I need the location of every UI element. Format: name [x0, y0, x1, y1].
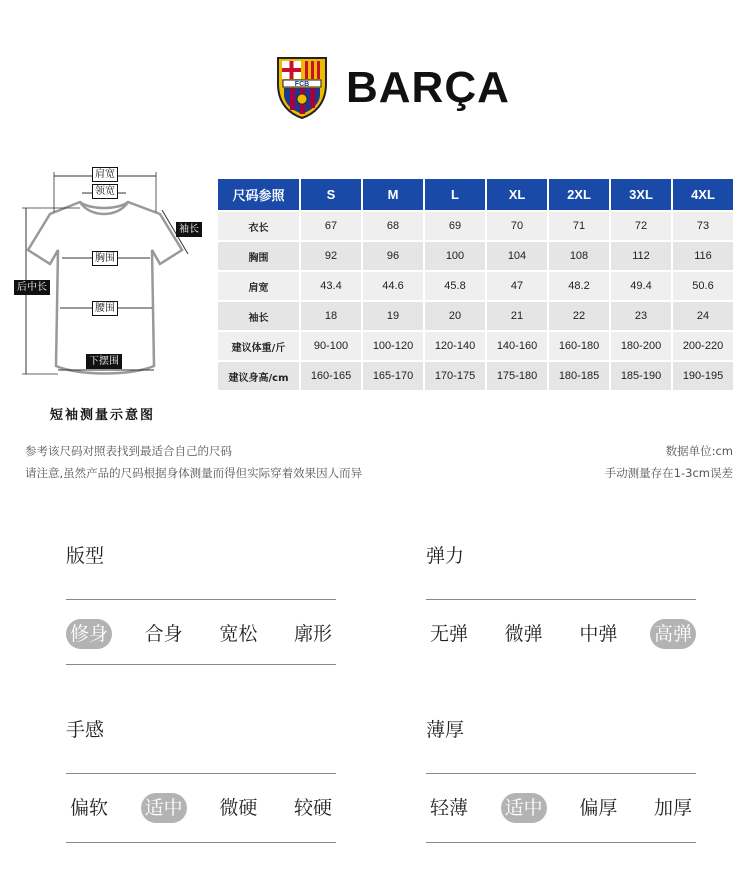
- table-cell: 44.6: [362, 271, 424, 301]
- table-cell: 71: [548, 211, 610, 241]
- table-cell: 24: [672, 301, 734, 331]
- divider: [426, 599, 696, 600]
- size-header-label: 尺码参照: [218, 179, 300, 211]
- table-cell: 100: [424, 241, 486, 271]
- table-cell: 20: [424, 301, 486, 331]
- crest-text: FCB: [294, 81, 310, 88]
- table-cell: 92: [300, 241, 362, 271]
- divider: [66, 842, 336, 843]
- option: 加厚: [653, 797, 692, 819]
- diagram-label-shoulder: 肩宽: [92, 167, 118, 182]
- table-row: [218, 301, 734, 331]
- option-selected: 高弹: [650, 619, 696, 649]
- table-cell: 90-100: [300, 331, 362, 361]
- table-row: [218, 361, 734, 390]
- table-cell: 165-170: [362, 361, 424, 390]
- size-header-cell: S: [300, 179, 362, 211]
- attribute-fit: [66, 543, 336, 645]
- table-row: [218, 271, 734, 301]
- diagram-label-chest: 胸围: [92, 251, 118, 266]
- size-header-cell: XL: [486, 179, 548, 211]
- table-cell: 22: [548, 301, 610, 331]
- row-label: 建议身高/cm: [218, 361, 300, 390]
- option: 廓形: [293, 623, 332, 645]
- table-cell: 140-160: [486, 331, 548, 361]
- note-unit: 数据单位:cm: [665, 444, 733, 458]
- diagram-label-sleeve: 袖长: [176, 222, 202, 237]
- diagram-label-hem: 下摆围: [86, 354, 122, 369]
- table-cell: 68: [362, 211, 424, 241]
- table-cell: 70: [486, 211, 548, 241]
- row-label: 袖长: [218, 301, 300, 331]
- diagram-label-waist: 腰围: [92, 301, 118, 316]
- attribute-thickness: [426, 717, 696, 819]
- table-cell: 49.4: [610, 271, 672, 301]
- table-cell: 104: [486, 241, 548, 271]
- table-row: [218, 331, 734, 361]
- option-row: [66, 619, 336, 649]
- attribute-title: 弹力: [426, 545, 465, 567]
- size-header-cell: 2XL: [548, 179, 610, 211]
- attribute-title: 版型: [66, 545, 105, 567]
- option-row: [426, 619, 696, 649]
- note-fit-disclaimer: 请注意,虽然产品的尺码根据身体测量而得但实际穿着效果因人而异: [25, 466, 363, 480]
- size-header-cell: 3XL: [610, 179, 672, 211]
- table-cell: 116: [672, 241, 734, 271]
- row-label: 胸围: [218, 241, 300, 271]
- option-selected: 适中: [141, 793, 187, 823]
- table-cell: 72: [610, 211, 672, 241]
- table-cell: 170-175: [424, 361, 486, 390]
- table-cell: 120-140: [424, 331, 486, 361]
- table-cell: 160-165: [300, 361, 362, 390]
- option: 偏厚: [579, 797, 618, 819]
- table-cell: 180-185: [548, 361, 610, 390]
- table-cell: 21: [486, 301, 548, 331]
- table-cell: 67: [300, 211, 362, 241]
- option-selected: 修身: [66, 619, 112, 649]
- row-label: 建议体重/斤: [218, 331, 300, 361]
- table-row: [218, 241, 734, 271]
- divider: [66, 664, 336, 665]
- table-cell: 23: [610, 301, 672, 331]
- table-cell: 50.6: [672, 271, 734, 301]
- option: 偏软: [70, 797, 109, 819]
- option: 微硬: [219, 797, 258, 819]
- divider: [426, 842, 696, 843]
- option: 较硬: [293, 797, 332, 819]
- table-cell: 43.4: [300, 271, 362, 301]
- size-header-cell: 4XL: [672, 179, 734, 211]
- attribute-title: 手感: [66, 719, 105, 741]
- table-cell: 69: [424, 211, 486, 241]
- brand-wordmark: BARÇA: [346, 63, 510, 112]
- size-header-cell: M: [362, 179, 424, 211]
- row-label: 肩宽: [218, 271, 300, 301]
- option: 合身: [144, 623, 183, 645]
- note-measure-error: 手动测量存在1-3cm误差: [604, 466, 733, 480]
- option: 中弹: [579, 623, 618, 645]
- table-cell: 19: [362, 301, 424, 331]
- option-row: [426, 793, 696, 823]
- table-cell: 180-200: [610, 331, 672, 361]
- table-cell: 96: [362, 241, 424, 271]
- diagram-label-back-length: 后中长: [14, 280, 50, 295]
- measurement-diagram: [10, 160, 210, 388]
- table-cell: 100-120: [362, 331, 424, 361]
- option: 宽松: [219, 623, 258, 645]
- table-cell: 190-195: [672, 361, 734, 390]
- table-cell: 112: [610, 241, 672, 271]
- table-cell: 48.2: [548, 271, 610, 301]
- diagram-label-collar: 领宽: [92, 184, 118, 199]
- table-row: [218, 211, 734, 241]
- table-cell: 160-180: [548, 331, 610, 361]
- size-chart-table: [218, 179, 735, 390]
- table-cell: 108: [548, 241, 610, 271]
- table-cell: 73: [672, 211, 734, 241]
- row-label: 衣长: [218, 211, 300, 241]
- barca-crest-logo: [272, 54, 332, 120]
- table-cell: 175-180: [486, 361, 548, 390]
- table-cell: 18: [300, 301, 362, 331]
- table-cell: 200-220: [672, 331, 734, 361]
- note-size-reference: 参考该尺码对照表找到最适合自己的尺码: [25, 444, 232, 458]
- divider: [66, 773, 336, 774]
- divider: [426, 773, 696, 774]
- attribute-title: 薄厚: [426, 719, 465, 741]
- diagram-caption: 短袖测量示意图: [50, 408, 156, 423]
- option-row: [66, 793, 336, 823]
- size-header-cell: L: [424, 179, 486, 211]
- attribute-elasticity: [426, 543, 696, 645]
- attribute-feel: [66, 717, 336, 819]
- size-header-row: [218, 179, 734, 211]
- table-cell: 45.8: [424, 271, 486, 301]
- divider: [66, 599, 336, 600]
- option: 微弹: [504, 623, 543, 645]
- table-cell: 185-190: [610, 361, 672, 390]
- option-selected: 适中: [501, 793, 547, 823]
- option: 无弹: [430, 623, 469, 645]
- option: 轻薄: [430, 797, 469, 819]
- table-cell: 47: [486, 271, 548, 301]
